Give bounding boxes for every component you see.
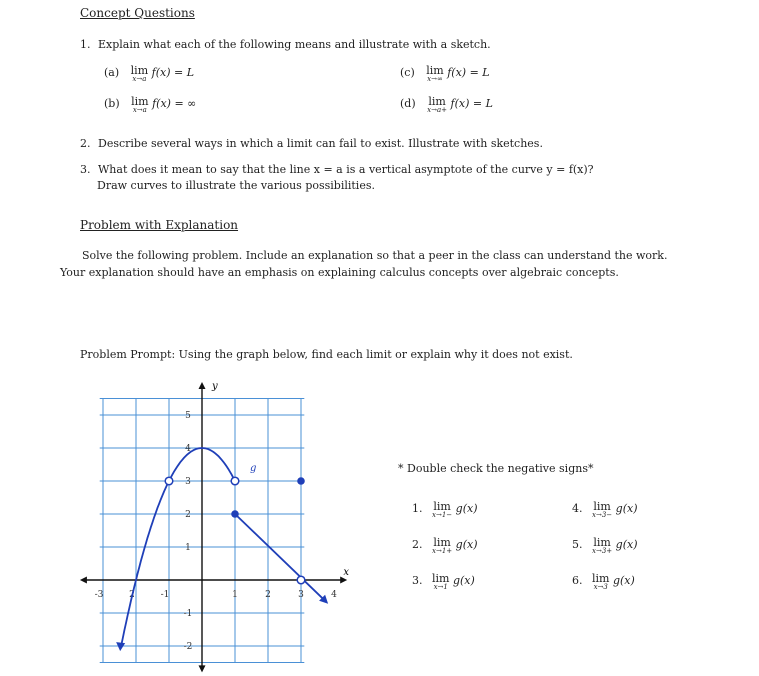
x-tick-label: 4 [331,590,337,600]
limit-6-lim: lim [592,572,610,585]
limit-1-lim: lim [433,500,451,513]
question-3-continued: Draw curves to illustrate the various possibilities. [97,179,375,192]
limit-5-lim: lim [593,536,611,549]
limit-1-sub: x→1 [432,511,447,519]
problem-prompt: Problem Prompt: Using the graph below, find each limit or explain why it does not exist. [80,348,573,361]
x-axis-arrow-left-icon [80,577,87,584]
limit-1 [412,502,477,519]
limit-4-number: 4. [572,502,583,515]
limit-1-expr: g(x) [455,502,478,515]
limit-5-number: 5. [572,538,583,551]
part-d-label: (d) [400,97,416,110]
limit-3-lim: lim [432,572,450,585]
limit-5-sub: x→3 [592,547,607,555]
part-d-sub: x→a [427,106,442,114]
part-c-expr: f(x) = L [447,66,490,79]
question-2-number: 2. [80,137,91,150]
graph-curve [116,448,328,651]
question-1-part-b [104,97,196,114]
explanation-paragraph: Solve the following problem. Include an explanation so that a peer in the class can understand the work. Your explanation should have an emphasis on explaining calculus concepts over algebraic concepts. [60,249,668,279]
part-c-label: (c) [400,66,415,79]
limit-5-sup: + [606,547,613,555]
part-c-sub: x→∞ [427,75,443,83]
limit-3-expr: g(x) [452,574,475,587]
x-axis-label: x [343,567,349,578]
y-tick-label: 2 [185,510,191,520]
limit-4-expr: g(x) [615,502,638,515]
y-tick-label: -2 [183,642,193,652]
y-tick-label: 1 [185,543,191,553]
limit-4-lim: lim [593,500,611,513]
part-b-lim: lim [131,95,149,108]
limit-4-sub: x→3 [592,511,607,519]
part-d-sub-sup: + [441,106,447,114]
x-tick-label: 3 [298,590,304,600]
question-2-text: Describe several ways in which a limit can fail to exist. Illustrate with sketches. [98,137,543,150]
negative-signs-note: * Double check the negative signs* [398,462,594,475]
curve-arrow-down-icon [116,642,125,651]
y-tick-label: 3 [185,477,191,487]
part-b-sub: x→a [132,106,147,114]
limit-6 [572,574,635,591]
part-a-lim: lim [130,64,149,77]
x-tick-label: -3 [94,590,104,600]
limit-5-expr: g(x) [615,538,638,551]
limit-4-sup: − [606,511,613,519]
question-1-text: Explain what each of the following means and illustrate with a sketch. [98,38,491,51]
graph-axes [80,382,347,672]
open-point [231,477,239,485]
part-b-label: (b) [104,97,120,110]
limit-4 [572,502,637,519]
closed-point [297,477,305,485]
limit-2 [412,538,477,555]
concept-questions-title: Concept Questions [80,6,195,20]
question-1-part-d [400,97,493,114]
function-graph [78,375,348,675]
curve-label: g [250,463,257,474]
limit-6-sub: x→3 [593,583,608,591]
y-tick-label: 4 [185,444,191,454]
question-1-number: 1. [80,38,91,51]
question-1-part-c [400,66,490,83]
limit-6-number: 6. [572,574,583,587]
question-3 [80,163,594,177]
x-tick-label: 2 [129,590,135,600]
x-tick-label: -1 [160,590,170,600]
closed-point [231,510,239,518]
question-2 [80,137,543,151]
explanation-title: Problem with Explanation [80,218,239,232]
limit-2-expr: g(x) [455,538,478,551]
y-axis-arrow-up-icon [199,382,206,389]
limit-3-sub: x→1 [433,583,448,591]
question-1-part-a [104,66,194,83]
limit-3 [412,574,475,591]
question-1 [80,38,491,52]
part-d-lim: lim [428,95,446,108]
y-axis-arrow-down-icon [199,665,206,672]
line-piece [235,514,324,600]
limit-1-sup: − [446,511,453,519]
part-a-sub: x→a [132,75,147,83]
question-3-text-a: What does it mean to say that the line x = a is a vertical asymptote of the curve y = f(x)? [98,163,594,176]
part-a-label: (a) [104,66,120,79]
limit-6-expr: g(x) [612,574,635,587]
limit-3-number: 3. [412,574,423,587]
limit-1-number: 1. [412,502,423,515]
limit-2-number: 2. [412,538,423,551]
limit-2-lim: lim [433,536,451,549]
part-d-expr: f(x) = L [450,97,493,110]
question-3-number: 3. [80,163,91,176]
part-a-expr: f(x) = L [151,66,194,79]
x-tick-label: 2 [265,590,271,600]
limit-2-sub: x→1 [432,547,447,555]
part-c-lim: lim [426,64,444,77]
y-tick-label: 5 [185,411,191,421]
open-point [297,576,305,584]
open-point [165,477,173,485]
part-b-expr: f(x) = ∞ [152,97,197,110]
x-tick-label: 1 [232,590,238,600]
limit-5 [572,538,637,555]
y-tick-label: -1 [183,609,193,619]
y-axis-label: y [212,381,218,392]
limit-2-sup: + [446,547,453,555]
